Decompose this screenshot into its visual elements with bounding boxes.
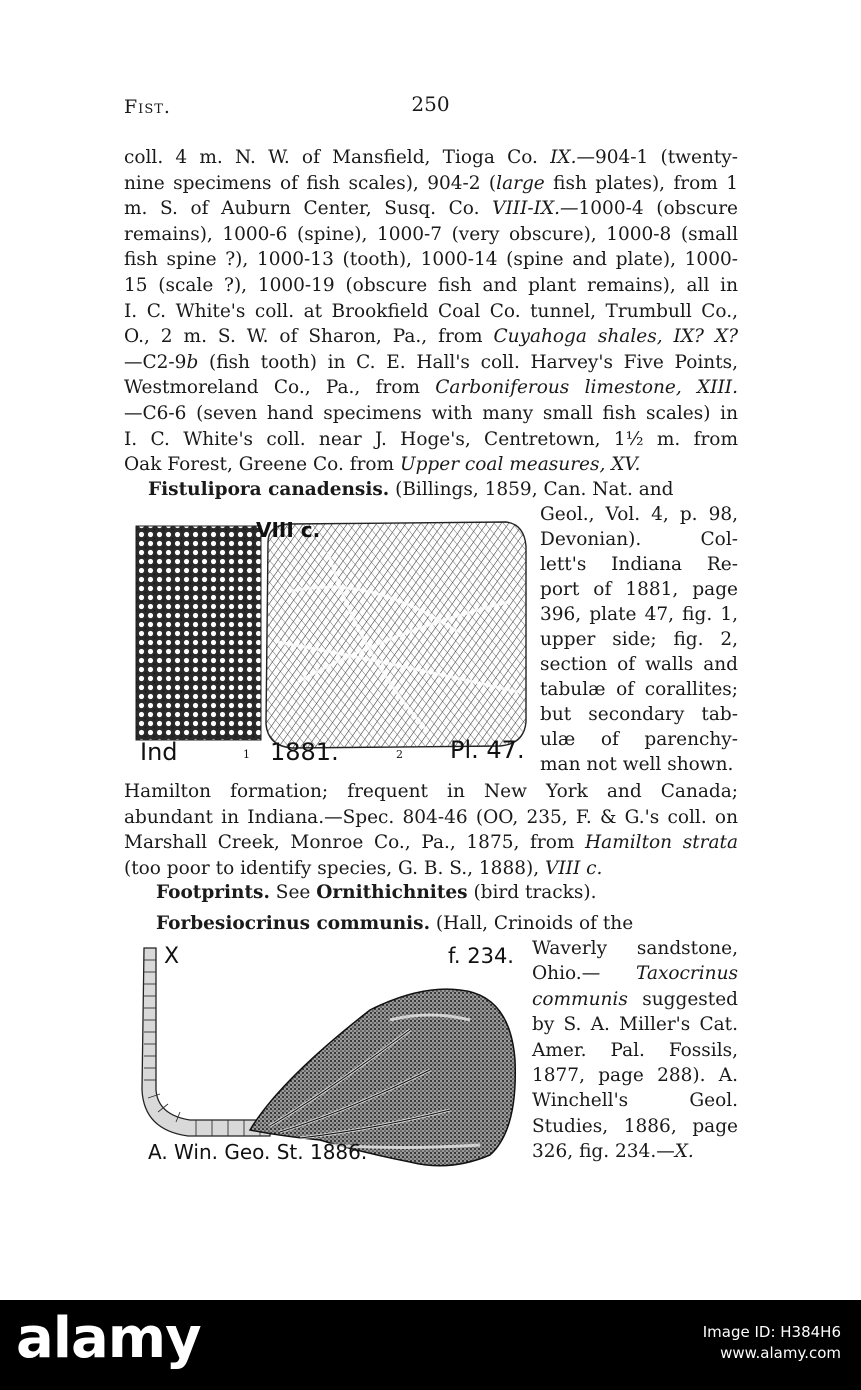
crinoid-stem (142, 948, 270, 1136)
text-line (540, 527, 738, 552)
text-line (532, 1038, 738, 1063)
alamy-logo: alamy (16, 1306, 201, 1371)
text-line (124, 375, 738, 401)
fig-label-x: X (164, 944, 180, 969)
text-run: Ornithichnites (316, 882, 468, 903)
text-line (156, 880, 676, 906)
text-run: fish spine ?), 1000-13 (tooth), 1000-14 (spine and plate), 1000- (124, 249, 738, 271)
text-line (156, 911, 738, 937)
text-run: ulæ of parenchy- (540, 729, 738, 750)
text-line (124, 779, 738, 805)
text-run: Carboniferous limestone, XIII. (435, 377, 738, 399)
text-run: 396, plate 47, fig. 1, (540, 604, 738, 625)
fig-label-1881: 1881. (270, 738, 339, 766)
text-line (124, 247, 738, 273)
text-line (540, 627, 738, 652)
text-line (124, 427, 738, 453)
crinoid-engraving (130, 940, 525, 1170)
text-line (148, 477, 738, 503)
entry-footprints (156, 880, 676, 906)
text-line (532, 987, 738, 1012)
text-run: Cuyahoga shales, IX? X? (493, 326, 738, 348)
entry-forbesiocrinus-wrap (532, 936, 738, 1165)
text-run: suggested (627, 988, 738, 1010)
figure-forbesiocrinus (130, 940, 525, 1170)
entry-forbesiocrinus-heading (156, 911, 738, 937)
text-run: O., 2 m. S. W. of Sharon, Pa., from (124, 326, 494, 348)
text-line (540, 677, 738, 702)
text-run: (bird tracks). (467, 882, 597, 903)
text-line (124, 401, 738, 427)
text-line (124, 805, 738, 831)
text-run: Geol., Vol. 4, p. 98, (540, 504, 738, 525)
text-run: Winchell's Geol. (532, 1090, 738, 1112)
text-line (124, 452, 738, 478)
text-run: m. S. of Auburn Center, Susq. Co. (124, 198, 493, 220)
text-line (124, 196, 738, 222)
text-run: Hamilton formation; frequent in New York and Canada; (124, 781, 738, 802)
text-run: Amer. Pal. Fossils, (532, 1039, 738, 1061)
text-run: I. C. White's coll. near J. Hoge's, Centretown, 1½ m. from (124, 428, 738, 450)
text-run: tabulæ of corallites; (540, 679, 738, 700)
text-run: Studies, 1886, page (532, 1115, 738, 1137)
text-line (532, 1063, 738, 1088)
text-run: remains), 1000-6 (spine), 1000-7 (very obscure), 1000-8 (small (124, 223, 738, 245)
text-run: Waverly sandstone, (532, 938, 738, 959)
watermark-id (703, 1322, 841, 1364)
text-line (532, 961, 738, 986)
text-run: Fistulipora canadensis. (148, 479, 390, 500)
text-run: nine specimens of fish scales), 904-2 ( (124, 172, 497, 194)
page-number: 250 (411, 92, 450, 116)
watermark-url: www.alamy.com (720, 1344, 841, 1362)
text-run: upper side; fig. 2, (540, 629, 738, 650)
text-run: I. C. White's coll. at Brookfield Coal Co. tunnel, Trumbull Co., (124, 300, 738, 322)
text-line (124, 171, 738, 197)
text-run: b (186, 351, 199, 373)
text-run: lett's Indiana Re- (540, 554, 738, 575)
text-run: —904-1 (twenty- (576, 147, 738, 168)
text-run: Devonian). Col- (540, 529, 738, 550)
fig-label-ind: Ind (140, 738, 178, 766)
text-line (540, 577, 738, 602)
text-line (124, 145, 738, 171)
fig-label-2: 2 (396, 748, 403, 761)
text-run: (too poor to identify species, G. B. S., 1888), (124, 857, 545, 879)
text-run: man not well shown. (540, 754, 734, 775)
text-run: by S. A. Miller's Cat. (532, 1014, 738, 1036)
text-run: (Hall, Crinoids of the (430, 913, 634, 934)
text-run: communis (532, 988, 628, 1010)
text-run: abundant in Indiana.—Spec. 804-46 (OO, 235, F. & G.'s coll. on (124, 806, 738, 828)
text-line (540, 752, 738, 777)
text-line (540, 702, 738, 727)
text-run: —C2-9 (124, 351, 187, 373)
text-run: Hamilton strata (585, 832, 738, 854)
text-line (540, 552, 738, 577)
running-head: Fist. (124, 96, 171, 118)
text-run: (Billings, 1859, Can. Nat. and (389, 479, 674, 500)
text-line (124, 350, 738, 376)
text-run: 1877, page 288). A. (532, 1065, 738, 1087)
entry-fistulipora-body (124, 779, 738, 881)
text-line (540, 602, 738, 627)
entry-fistulipora-wrap (540, 502, 738, 777)
text-line (124, 856, 738, 882)
text-run: —C6-6 (seven hand specimens with many small fish scales) in (124, 402, 738, 424)
text-run: See (269, 882, 317, 903)
text-line (124, 222, 738, 248)
continued-paragraph (124, 145, 738, 478)
fig-label-credit: A. Win. Geo. St. 1886. (148, 1140, 368, 1164)
text-line (540, 652, 738, 677)
text-run: (fish tooth) in C. E. Hall's coll. Harvey's Five Points, (198, 351, 738, 373)
text-run: Oak Forest, Greene Co. from (124, 454, 400, 476)
text-run: Upper coal measures, XV. (399, 454, 641, 476)
text-run: Forbesiocrinus communis. (156, 913, 431, 934)
figure-fistulipora (128, 512, 528, 777)
text-line (124, 830, 738, 856)
text-run: VIII c. (544, 857, 603, 879)
text-line (124, 324, 738, 350)
fig-label-f234: f. 234. (448, 944, 514, 968)
text-run: but secondary tab- (540, 704, 738, 725)
text-run: —1000-4 (obscure (560, 198, 738, 220)
entry-fistulipora-heading (148, 477, 738, 503)
text-line (532, 936, 738, 961)
text-line (124, 273, 738, 299)
text-run: 15 (scale ?), 1000-19 (obscure fish and plant remains), all in (124, 274, 738, 296)
text-line (532, 1088, 738, 1113)
text-run: Marshall Creek, Monroe Co., Pa., 1875, from (124, 832, 586, 854)
text-run: port of 1881, page (540, 579, 738, 600)
text-run: coll. 4 m. N. W. of Mansfield, Tioga Co. (124, 147, 551, 168)
text-line (540, 727, 738, 752)
text-run: large (496, 172, 545, 194)
text-line (124, 299, 738, 325)
text-line (532, 1114, 738, 1139)
text-run: Taxocrinus (636, 963, 738, 985)
text-line (540, 502, 738, 527)
text-run: VIII-IX. (492, 198, 561, 220)
image-id: Image ID: H384H6 (702, 1323, 841, 1341)
text-line (532, 1139, 738, 1164)
fig-label-viii-c: VIII c. (256, 518, 321, 542)
text-run: IX. (550, 147, 577, 168)
text-run: 326, fig. 234.— (532, 1141, 675, 1163)
text-line (532, 1012, 738, 1037)
fig-label-pl-47: Pl. 47. (450, 736, 525, 764)
text-run: X. (674, 1141, 694, 1163)
text-run: section of walls and (540, 654, 738, 675)
text-run: Footprints. (156, 882, 270, 903)
text-run: fish plates), from 1 (544, 172, 738, 194)
text-run: Westmoreland Co., Pa., from (124, 377, 436, 399)
fig-label-1: 1 (243, 748, 250, 761)
text-run: Ohio.— (532, 963, 637, 985)
